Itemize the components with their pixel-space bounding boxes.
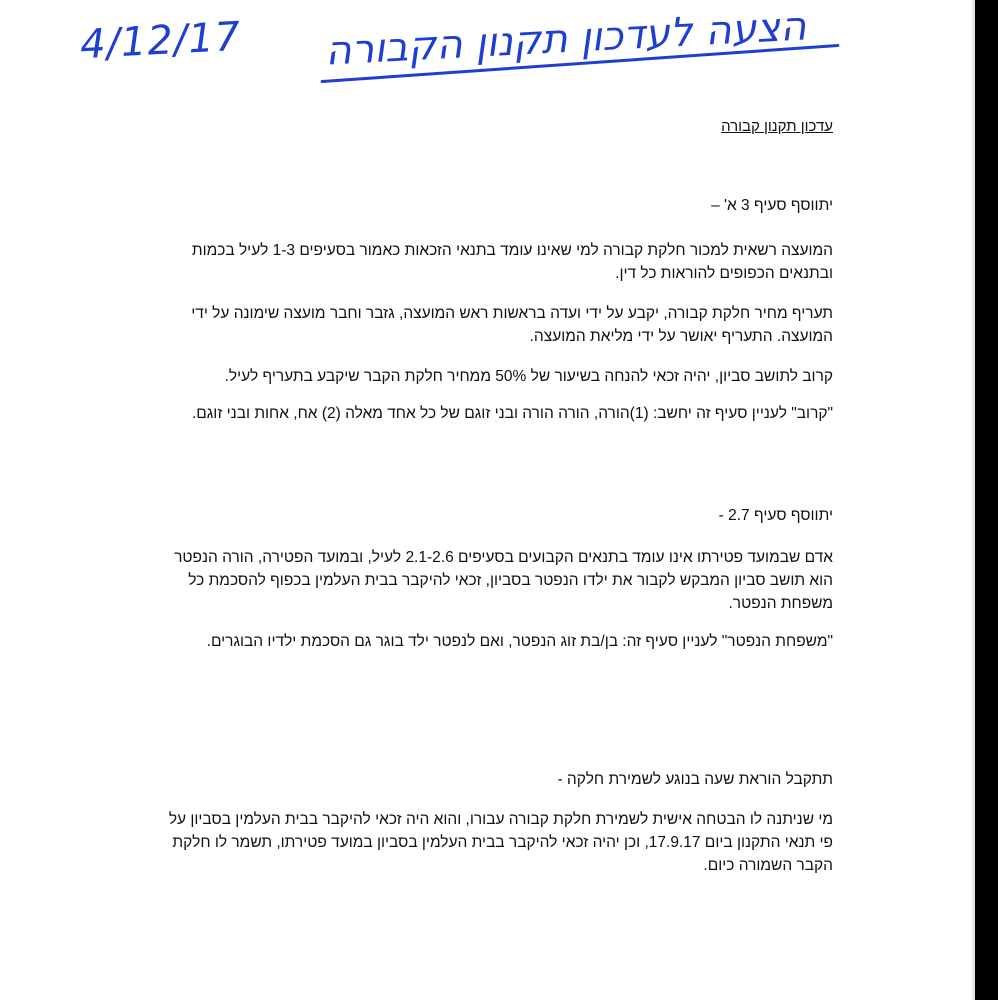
paragraph-text: אדם שבמועד פטירתו אינו עומד בתנאים הקבועים בסעיפים 2.1-2.6 לעיל, ובמועד הפטירה, הורה הנפטר הוא תושב סביון המבקש לקבור את ילדו הנפטר בסביון, זכאי להיקבר בבית העלמין בכפוף להסכמת כל משפחת הנפטר. bbox=[174, 549, 833, 612]
section1-heading: יתווסף סעיף 3 א' – bbox=[711, 197, 833, 214]
paragraph-text: "משפחת הנפטר" לעניין סעיף זה: בן/בת זוג הנפטר, ואם לנפטר ילד בוגר גם הסכמת ילדיו הבוגרים. bbox=[206, 633, 833, 650]
paragraph-text: המועצה רשאית למכור חלקת קבורה למי שאינו עומד בתנאי הזכאות כאמור בסעיפים 1-3 לעיל בכמות ובתנאים הכפופים להוראות כל דין. bbox=[191, 242, 833, 282]
section2-paragraph-2 bbox=[160, 630, 833, 653]
paragraph-text: קרוב לתושב סביון, יהיה זכאי להנחה בשיעור של 50% ממחיר חלקת הקבר שיקבע בתעריף לעיל. bbox=[224, 368, 833, 385]
handwritten-date: 4/12/17 bbox=[78, 13, 243, 69]
section1-paragraph-3 bbox=[160, 365, 833, 388]
section1-paragraph-4 bbox=[160, 402, 833, 425]
page-edge bbox=[972, 0, 975, 1000]
paragraph-text: מי שניתנה לו הבטחה אישית לשמירת חלקת קבורה עבורו, והוא היה זכאי להיקבר בבית העלמין בסביון על פי תנאי התקנון ביום 17.9.17, וכן יהיה זכאי להיקבר בבית העלמין בסביון במועד פטירתו, תשמר לו חלקת הקבר השמורה כיום. bbox=[168, 811, 833, 874]
section2-heading: יתווסף סעיף 2.7 - bbox=[718, 507, 833, 524]
section2-paragraph-1 bbox=[160, 546, 833, 615]
section3-paragraph-1 bbox=[160, 808, 833, 877]
paragraph-text: תעריף מחיר חלקת קבורה, יקבע על ידי ועדה בראשות ראש המועצה, גזבר וחבר מועצה שימונה על ידי המועצה. התעריף יאושר על ידי מליאת המועצה. bbox=[191, 305, 833, 345]
document-title: עדכון תקנון קבורה bbox=[721, 118, 833, 135]
section3-heading: תתקבל הוראת שעה בנוגע לשמירת חלקה - bbox=[557, 771, 833, 788]
section1-paragraph-1 bbox=[160, 239, 833, 285]
handwritten-title: הצעה לעדכון תקנון הקבורה bbox=[324, 3, 808, 75]
section1-paragraph-2 bbox=[160, 302, 833, 348]
paragraph-text: "קרוב" לעניין סעיף זה יחשב: (1)הורה, הורה הורה ובני זוגם של כל אחד מאלה (2) אח, אחות ובני זוגם. bbox=[191, 405, 833, 422]
